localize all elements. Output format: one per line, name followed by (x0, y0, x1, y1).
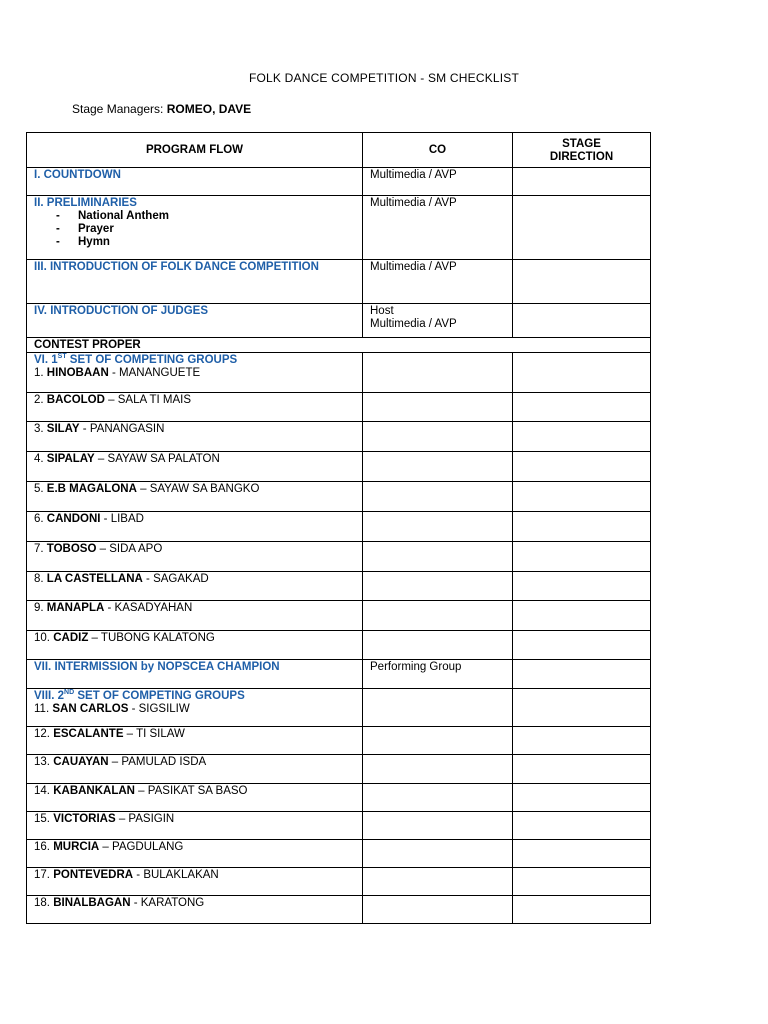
group-cell (27, 452, 363, 482)
co-cell (363, 812, 513, 840)
table-row (27, 840, 651, 868)
group-name: MURCIA (53, 841, 100, 853)
stage-direction-cell (513, 660, 651, 689)
group-dance: TI SILAW (136, 728, 185, 740)
group-entry (34, 813, 355, 826)
group-number: 11. (34, 703, 50, 715)
group-entry (34, 573, 355, 586)
group-number: 6. (34, 513, 44, 525)
header-row (27, 133, 651, 168)
table-row (27, 422, 651, 452)
group-number: 1. (34, 367, 44, 379)
group-entry (34, 453, 355, 466)
group-dance: TUBONG KALATONG (100, 632, 215, 644)
group-name: SILAY (46, 423, 80, 435)
group-cell (27, 727, 363, 755)
group-name: VICTORIAS (53, 813, 116, 825)
stage-direction-cell (513, 512, 651, 542)
stage-direction-cell (513, 452, 651, 482)
group-name: CADIZ (53, 632, 89, 644)
stage-direction-cell (513, 572, 651, 601)
group-name: BACOLOD (46, 394, 105, 406)
group-number: 16. (34, 841, 50, 853)
group-entry (34, 543, 355, 556)
stage-direction-cell (513, 896, 651, 924)
group-name: PONTEVEDRA (53, 869, 134, 881)
group-name: SAN CARLOS (52, 703, 129, 715)
group-name: LA CASTELLANA (46, 573, 143, 585)
table-row (27, 812, 651, 840)
group-dance: LIBAD (110, 513, 144, 525)
group-dance: PASIGIN (128, 813, 175, 825)
table-row (27, 896, 651, 924)
stage-direction-cell (513, 196, 651, 260)
checklist-table (26, 132, 651, 924)
group-name: CAUAYAN (53, 756, 109, 768)
group-entry (34, 756, 355, 769)
group-entry (34, 785, 355, 798)
group-entry (34, 869, 355, 882)
group-number: 3. (34, 423, 44, 435)
intro-judges-co: Host Multimedia / AVP (363, 304, 513, 338)
group-number: 8. (34, 573, 44, 585)
table-row (27, 868, 651, 896)
table-row (27, 727, 651, 755)
group-dance: BULAKLAKAN (143, 869, 219, 881)
group-dance: SIGSILIW (138, 703, 190, 715)
stage-direction-cell (513, 168, 651, 196)
header-program-flow: PROGRAM FLOW (27, 133, 363, 168)
group-dance: SAYAW SA PALATON (107, 453, 220, 465)
stage-direction-cell (513, 689, 651, 727)
intermission-label: VII. INTERMISSION by NOPSCEA CHAMPION (27, 660, 363, 689)
set2-body (27, 689, 651, 924)
document-title: FOLK DANCE COMPETITION - SM CHECKLIST (248, 71, 520, 85)
group-name: MANAPLA (46, 602, 105, 614)
group-number: 12. (34, 728, 50, 740)
intermission-co: Performing Group (363, 660, 513, 689)
group-name: E.B MAGALONA (46, 483, 137, 495)
group-separator: - (133, 869, 144, 881)
group-cell (27, 896, 363, 924)
set-heading: VIII. 2ND SET OF COMPETING GROUPS (34, 689, 245, 702)
row-contest-proper (27, 338, 651, 353)
group-entry (34, 423, 355, 436)
stage-direction-cell (513, 601, 651, 631)
group-dance: SAGAKAD (153, 573, 209, 585)
group-cell (27, 812, 363, 840)
row-countdown (27, 168, 651, 196)
managers-label: Stage Managers: (72, 102, 164, 116)
stage-direction-cell (513, 812, 651, 840)
group-dance: SIDA APO (109, 543, 163, 555)
group-separator: - (128, 703, 139, 715)
stage-direction-cell (513, 393, 651, 422)
header-stage-direction: STAGE DIRECTION (513, 133, 651, 168)
group-number: 17. (34, 869, 50, 881)
group-separator: – (136, 483, 150, 495)
group-dance: SAYAW SA BANGKO (149, 483, 260, 495)
contest-proper-label: CONTEST PROPER (27, 338, 651, 353)
group-entry (34, 728, 355, 741)
co-cell (363, 784, 513, 812)
group-dance: PAGDULANG (112, 841, 184, 853)
co-cell (363, 542, 513, 572)
group-cell (27, 422, 363, 452)
table-row (27, 601, 651, 631)
group-number: 9. (34, 602, 44, 614)
co-cell (363, 482, 513, 512)
group-cell (27, 601, 363, 631)
group-cell (27, 572, 363, 601)
table-row (27, 353, 651, 393)
table-row (27, 631, 651, 660)
stage-direction-cell (513, 542, 651, 572)
list-item: - Prayer (56, 223, 114, 235)
group-name: CANDONI (46, 513, 101, 525)
group-separator: - (130, 897, 141, 909)
co-cell (363, 512, 513, 542)
co-cell (363, 689, 513, 727)
group-entry (34, 367, 355, 380)
group-dance: PASIKAT SA BASO (147, 785, 248, 797)
preliminaries-label: II. PRELIMINARIES (34, 197, 137, 209)
intro-judges-label: IV. INTRODUCTION OF JUDGES (27, 304, 363, 338)
co-cell (363, 422, 513, 452)
group-separator: - (79, 423, 90, 435)
co-cell (363, 452, 513, 482)
stage-direction-cell (513, 353, 651, 393)
table-row (27, 542, 651, 572)
group-separator: - (142, 573, 154, 585)
list-item: - Hymn (56, 236, 110, 248)
preliminaries-list (34, 210, 355, 249)
group-number: 5. (34, 483, 44, 495)
table-row (27, 482, 651, 512)
group-cell (27, 542, 363, 572)
intro-competition-label: III. INTRODUCTION OF FOLK DANCE COMPETITION (27, 260, 363, 304)
group-cell (27, 689, 363, 727)
group-number: 4. (34, 453, 44, 465)
stage-direction-cell (513, 868, 651, 896)
group-dance: PAMULAD ISDA (121, 756, 207, 768)
group-name: TOBOSO (46, 543, 97, 555)
group-name: HINOBAAN (46, 367, 109, 379)
group-cell (27, 353, 363, 393)
group-number: 18. (34, 897, 50, 909)
row-preliminaries (27, 196, 651, 260)
group-entry (34, 703, 355, 716)
set-heading: VI. 1ST SET OF COMPETING GROUPS (34, 353, 238, 366)
group-number: 14. (34, 785, 50, 797)
group-dance: KASADYAHAN (114, 602, 193, 614)
table-row (27, 784, 651, 812)
co-cell (363, 727, 513, 755)
group-cell (27, 631, 363, 660)
group-number: 2. (34, 394, 44, 406)
group-entry (34, 394, 355, 407)
co-cell (363, 353, 513, 393)
stage-managers-line (72, 102, 251, 116)
group-cell (27, 868, 363, 896)
group-number: 10. (34, 632, 50, 644)
group-separator: – (123, 728, 137, 740)
group-entry (34, 483, 355, 496)
group-entry (34, 632, 355, 645)
row-intro-competition (27, 260, 651, 304)
group-separator: – (99, 841, 112, 853)
stage-direction-cell (513, 304, 651, 338)
countdown-label: I. COUNTDOWN (27, 168, 363, 196)
group-cell (27, 784, 363, 812)
stage-direction-cell (513, 422, 651, 452)
group-separator: – (108, 756, 122, 768)
group-entry (34, 602, 355, 615)
intro-competition-co: Multimedia / AVP (363, 260, 513, 304)
stage-direction-cell (513, 482, 651, 512)
list-item: - National Anthem (56, 210, 169, 222)
group-dance: SALA TI MAIS (117, 394, 192, 406)
table-row (27, 452, 651, 482)
countdown-co: Multimedia / AVP (363, 168, 513, 196)
group-cell (27, 755, 363, 784)
group-cell (27, 393, 363, 422)
group-separator: – (88, 632, 101, 644)
stage-direction-cell (513, 840, 651, 868)
group-name: SIPALAY (46, 453, 95, 465)
group-entry (34, 841, 355, 854)
group-cell (27, 840, 363, 868)
group-separator: - (108, 367, 120, 379)
row-intermission (27, 660, 651, 689)
group-name: KABANKALAN (53, 785, 135, 797)
group-separator: – (94, 453, 108, 465)
co-cell (363, 755, 513, 784)
group-number: 7. (34, 543, 44, 555)
co-cell (363, 840, 513, 868)
set1-body (27, 353, 651, 660)
group-number: 13. (34, 756, 50, 768)
group-entry (34, 513, 355, 526)
group-separator: – (115, 813, 129, 825)
stage-direction-cell (513, 260, 651, 304)
preliminaries-cell (27, 196, 363, 260)
group-name: BINALBAGAN (53, 897, 131, 909)
table-row (27, 755, 651, 784)
table-row (27, 512, 651, 542)
co-cell (363, 601, 513, 631)
group-dance: PANANGASIN (89, 423, 165, 435)
co-cell (363, 896, 513, 924)
co-cell (363, 393, 513, 422)
managers-names: ROMEO, DAVE (166, 102, 252, 116)
stage-direction-cell (513, 631, 651, 660)
co-cell (363, 631, 513, 660)
table-row (27, 572, 651, 601)
group-separator: – (104, 394, 118, 406)
table-row (27, 393, 651, 422)
header-co: CO (363, 133, 513, 168)
group-separator: – (96, 543, 110, 555)
stage-direction-cell (513, 784, 651, 812)
group-dance: KARATONG (140, 897, 205, 909)
group-separator: – (134, 785, 148, 797)
group-separator: - (104, 602, 115, 614)
table-row (27, 689, 651, 727)
row-intro-judges (27, 304, 651, 338)
co-cell (363, 868, 513, 896)
stage-direction-cell (513, 755, 651, 784)
co-cell (363, 572, 513, 601)
group-separator: - (100, 513, 111, 525)
group-entry (34, 897, 355, 910)
group-dance: MANANGUETE (119, 367, 201, 379)
group-cell (27, 512, 363, 542)
preliminaries-co: Multimedia / AVP (363, 196, 513, 260)
group-name: ESCALANTE (53, 728, 124, 740)
stage-direction-cell (513, 727, 651, 755)
group-cell (27, 482, 363, 512)
group-number: 15. (34, 813, 50, 825)
